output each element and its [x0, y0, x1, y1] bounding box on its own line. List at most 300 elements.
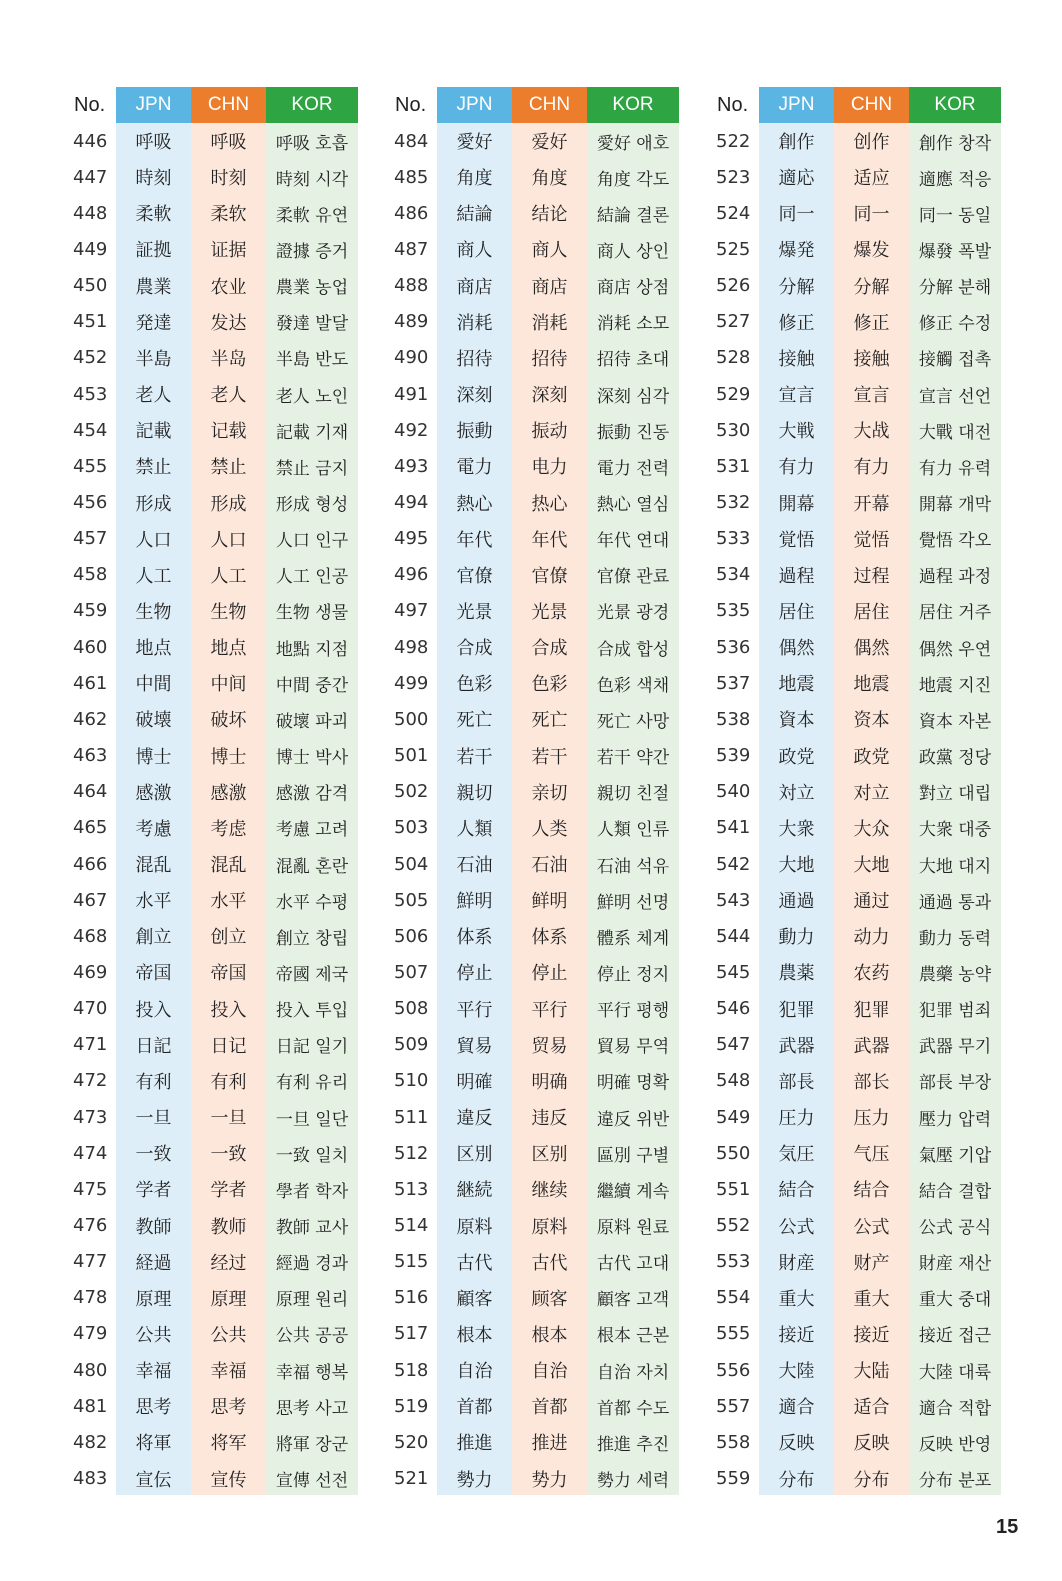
- kor-word: 爆發 폭발: [918, 241, 992, 262]
- chn-word: 平行: [531, 999, 568, 1021]
- entry-number: 446: [73, 130, 108, 152]
- jpn-word: 破壊: [135, 710, 172, 732]
- entry-number: 484: [394, 130, 429, 152]
- chn-word: 大陆: [853, 1361, 890, 1383]
- kor-word: 反映 반영: [918, 1434, 992, 1455]
- jpn-word: 勢力: [456, 1469, 493, 1491]
- chn-word: 继续: [531, 1180, 568, 1202]
- entry-number: 505: [394, 889, 429, 911]
- kor-word: 氣壓 기압: [918, 1145, 992, 1166]
- jpn-word: 通過: [778, 891, 815, 913]
- entry-number: 556: [716, 1359, 751, 1381]
- table-row: [66, 1316, 358, 1352]
- chn-word: 人类: [531, 818, 568, 840]
- chn-word: 通过: [853, 891, 890, 913]
- jpn-word: 気圧: [778, 1144, 815, 1166]
- table-row: [66, 593, 358, 629]
- table-row: [66, 340, 358, 376]
- jpn-word: 原理: [135, 1288, 172, 1310]
- jpn-word: 商人: [456, 240, 493, 262]
- table-row: [387, 1244, 679, 1280]
- kor-word: 自治 자치: [596, 1362, 670, 1383]
- entry-number: 518: [394, 1359, 429, 1381]
- chn-word: 原料: [531, 1216, 568, 1238]
- chn-word: 破坏: [210, 710, 247, 732]
- jpn-word: 思考: [135, 1397, 172, 1419]
- chn-word: 将军: [210, 1433, 247, 1455]
- chn-word: 停止: [531, 963, 568, 985]
- entry-number: 517: [394, 1323, 429, 1345]
- jpn-word: 大戦: [778, 421, 815, 443]
- entry-number: 509: [394, 1034, 429, 1056]
- jpn-word: 対立: [778, 782, 815, 804]
- chn-word: 柔软: [210, 204, 247, 226]
- table-row: [709, 195, 1001, 231]
- jpn-word: 資本: [778, 710, 815, 732]
- entry-number: 480: [73, 1359, 108, 1381]
- jpn-word: 開幕: [778, 493, 815, 515]
- chn-word: 接近: [853, 1324, 890, 1346]
- chn-word: 热心: [531, 493, 568, 515]
- jpn-word: 動力: [778, 927, 815, 949]
- jpn-word: 修正: [778, 312, 815, 334]
- entry-number: 519: [394, 1395, 429, 1417]
- chn-word: 创作: [853, 132, 890, 153]
- table-row: [387, 521, 679, 557]
- table-row: [709, 774, 1001, 810]
- kor-word: 呼吸 호흡: [275, 133, 349, 154]
- header-no: No.: [74, 93, 106, 116]
- chn-word: 合成: [531, 638, 568, 660]
- chn-word: 反映: [853, 1433, 890, 1455]
- kor-word: 深刻 심각: [596, 386, 670, 407]
- jpn-word: 角度: [456, 168, 493, 190]
- table-row: [709, 485, 1001, 521]
- kor-word: 一致 일치: [275, 1145, 349, 1166]
- table-row: [709, 593, 1001, 629]
- jpn-word: 地震: [778, 674, 815, 696]
- entry-number: 531: [716, 455, 751, 477]
- entry-number: 474: [73, 1142, 108, 1164]
- chn-word: 古代: [531, 1252, 568, 1274]
- table-row: [709, 1316, 1001, 1352]
- header-chn: CHN: [191, 87, 266, 123]
- table-row: [387, 593, 679, 629]
- jpn-word: 博士: [135, 746, 172, 768]
- header-jpn: JPN: [437, 87, 512, 123]
- table-row: [66, 774, 358, 810]
- chn-word: 财产: [853, 1252, 890, 1274]
- chn-word: 感激: [210, 782, 247, 804]
- kor-word: 光景 광경: [596, 603, 670, 624]
- entry-number: 557: [716, 1395, 751, 1417]
- entry-number: 496: [394, 564, 429, 586]
- entry-number: 553: [716, 1251, 751, 1273]
- kor-word: 居住 거주: [918, 603, 992, 624]
- jpn-word: 呼吸: [135, 132, 172, 153]
- jpn-word: 愛好: [456, 132, 493, 153]
- jpn-word: 電力: [456, 457, 493, 479]
- table-row: [66, 268, 358, 304]
- kor-word: 創立 창립: [275, 928, 349, 949]
- chn-word: 原理: [210, 1288, 247, 1310]
- entry-number: 554: [716, 1287, 751, 1309]
- chn-word: 偶然: [853, 638, 890, 660]
- kor-word: 人工 인공: [275, 567, 349, 588]
- table-row: [709, 1208, 1001, 1244]
- table-row: [387, 918, 679, 954]
- entry-number: 449: [73, 238, 108, 260]
- table-row: [709, 412, 1001, 448]
- table-row: [66, 412, 358, 448]
- jpn-word: 政党: [778, 746, 815, 768]
- kor-word: 幸福 행복: [275, 1362, 349, 1383]
- table-row: [387, 412, 679, 448]
- chn-word: 有利: [210, 1071, 247, 1093]
- entry-number: 488: [394, 275, 429, 297]
- table-row: [66, 1063, 358, 1099]
- entry-number: 481: [73, 1395, 108, 1417]
- kor-word: 水平 수평: [275, 892, 349, 913]
- chn-word: 大战: [853, 421, 890, 443]
- chn-word: 势力: [531, 1469, 568, 1491]
- table-row: [387, 882, 679, 918]
- entry-number: 478: [73, 1287, 108, 1309]
- chn-word: 有力: [853, 457, 890, 479]
- table-row: [387, 1424, 679, 1460]
- kor-word: 柔軟 유연: [275, 205, 349, 226]
- entry-number: 483: [73, 1468, 108, 1490]
- chn-word: 农业: [210, 276, 247, 298]
- table-row: [387, 1171, 679, 1207]
- entry-number: 544: [716, 925, 751, 947]
- table-row: [709, 1280, 1001, 1316]
- kor-word: 官僚 관료: [596, 567, 670, 588]
- table-row: [66, 954, 358, 990]
- jpn-word: 覚悟: [778, 529, 815, 551]
- jpn-word: 若干: [456, 746, 493, 768]
- table-row: [709, 882, 1001, 918]
- jpn-word: 中間: [135, 674, 172, 696]
- chn-word: 分布: [853, 1469, 890, 1491]
- jpn-word: 一致: [135, 1144, 172, 1166]
- kor-word: 通過 통과: [918, 892, 992, 913]
- table-row: [387, 774, 679, 810]
- entry-number: 467: [73, 889, 108, 911]
- chn-word: 经过: [210, 1252, 247, 1274]
- entry-number: 558: [716, 1431, 751, 1453]
- table-row: [66, 1208, 358, 1244]
- jpn-word: 教師: [135, 1216, 172, 1238]
- table-row: [66, 195, 358, 231]
- chn-word: 重大: [853, 1288, 890, 1310]
- jpn-word: 反映: [778, 1433, 815, 1455]
- jpn-word: 時刻: [135, 168, 172, 190]
- kor-word: 博士 박사: [275, 748, 349, 769]
- chn-word: 同一: [853, 204, 890, 226]
- entry-number: 500: [394, 708, 429, 730]
- table-row: [709, 1388, 1001, 1424]
- chn-word: 人口: [210, 529, 247, 551]
- jpn-word: 圧力: [778, 1108, 815, 1130]
- entry-number: 507: [394, 961, 429, 983]
- table-row: [709, 1027, 1001, 1063]
- entry-number: 555: [716, 1323, 751, 1345]
- chn-word: 官僚: [531, 565, 568, 587]
- kor-word: 原料 원료: [596, 1218, 670, 1238]
- kor-word: 感激 감격: [275, 784, 349, 805]
- entry-number: 473: [73, 1106, 108, 1128]
- chn-word: 生物: [210, 601, 247, 623]
- table-row: [387, 448, 679, 484]
- jpn-word: 顧客: [456, 1288, 493, 1310]
- chn-word: 区别: [531, 1144, 568, 1166]
- jpn-word: 接近: [778, 1324, 815, 1346]
- header-jpn: JPN: [116, 87, 191, 123]
- chn-word: 学者: [210, 1180, 247, 1202]
- table-row: [387, 376, 679, 412]
- jpn-word: 将軍: [135, 1433, 172, 1455]
- chn-word: 居住: [853, 601, 890, 623]
- table-row: [709, 123, 1001, 159]
- entry-number: 459: [73, 600, 108, 622]
- entry-number: 461: [73, 672, 108, 694]
- jpn-word: 大陸: [778, 1361, 815, 1383]
- kor-word: 修正 수정: [918, 314, 992, 335]
- kor-word: 商店 상점: [596, 278, 670, 299]
- kor-word: 首都 수도: [596, 1398, 670, 1419]
- chn-word: 记载: [210, 421, 247, 443]
- jpn-word: 人類: [456, 818, 493, 840]
- kor-word: 人口 인구: [275, 531, 349, 552]
- entry-number: 485: [394, 166, 429, 188]
- kor-word: 貿易 무역: [596, 1037, 670, 1058]
- jpn-word: 適応: [778, 168, 815, 190]
- entry-number: 511: [394, 1106, 429, 1128]
- chn-word: 商店: [531, 276, 568, 298]
- chn-word: 部长: [853, 1071, 890, 1093]
- jpn-word: 学者: [135, 1180, 172, 1202]
- jpn-word: 部長: [778, 1071, 815, 1093]
- chn-word: 首都: [531, 1397, 568, 1419]
- chn-word: 深刻: [531, 385, 568, 407]
- chn-word: 老人: [210, 385, 247, 407]
- chn-word: 公共: [210, 1324, 247, 1346]
- entry-number: 541: [716, 817, 751, 839]
- entry-number: 501: [394, 745, 429, 767]
- chn-word: 地震: [853, 674, 890, 696]
- kor-word: 中間 중간: [275, 675, 349, 696]
- chn-word: 若干: [531, 746, 568, 768]
- table-row: [66, 521, 358, 557]
- table-row: [66, 159, 358, 195]
- chn-word: 宣言: [853, 385, 890, 407]
- kor-word: 大陸 대륙: [918, 1362, 992, 1383]
- chn-word: 接触: [853, 348, 890, 370]
- chn-word: 明确: [531, 1071, 568, 1093]
- jpn-word: 石油: [456, 855, 493, 876]
- entry-number: 503: [394, 817, 429, 839]
- jpn-word: 深刻: [456, 385, 493, 407]
- jpn-word: 生物: [135, 601, 172, 623]
- jpn-word: 投入: [135, 999, 172, 1021]
- table-row: [66, 231, 358, 267]
- kor-word: 發達 발달: [275, 314, 349, 335]
- page-number: 15: [996, 1516, 1019, 1538]
- entry-number: 547: [716, 1034, 751, 1056]
- kor-word: 振動 진동: [596, 422, 670, 443]
- chn-word: 公式: [853, 1216, 890, 1238]
- jpn-word: 貿易: [456, 1035, 493, 1057]
- chn-word: 适应: [853, 168, 890, 190]
- entry-number: 540: [716, 781, 751, 803]
- chn-word: 分解: [853, 276, 890, 298]
- jpn-word: 接触: [778, 348, 815, 370]
- kor-word: 分解 분해: [918, 278, 992, 299]
- kor-word: 平行 평행: [596, 1001, 670, 1022]
- jpn-word: 老人: [135, 385, 172, 407]
- chn-word: 压力: [853, 1108, 890, 1130]
- table-row: [387, 195, 679, 231]
- jpn-word: 同一: [778, 204, 815, 226]
- jpn-word: 原料: [456, 1216, 493, 1238]
- header-no: No.: [717, 93, 749, 116]
- table-row: [387, 954, 679, 990]
- table-row: [387, 268, 679, 304]
- entry-number: 494: [394, 492, 429, 513]
- kor-word: 日記 일기: [275, 1037, 349, 1058]
- table-row: [709, 846, 1001, 882]
- chn-word: 时刻: [210, 168, 247, 190]
- entry-number: 546: [716, 998, 751, 1020]
- entry-number: 489: [394, 311, 429, 333]
- chn-word: 死亡: [531, 710, 568, 732]
- entry-number: 510: [394, 1070, 429, 1092]
- chn-word: 亲切: [531, 782, 568, 804]
- chn-word: 地点: [210, 638, 247, 660]
- entry-number: 486: [394, 202, 429, 224]
- chn-word: 一致: [210, 1144, 247, 1166]
- jpn-word: 記載: [135, 421, 172, 443]
- chn-word: 色彩: [531, 674, 568, 696]
- chn-word: 商人: [531, 240, 568, 262]
- chn-word: 大众: [853, 818, 890, 840]
- chn-word: 觉悟: [853, 529, 890, 551]
- table-row: [387, 340, 679, 376]
- jpn-word: 親切: [456, 782, 493, 804]
- table-row: [387, 1027, 679, 1063]
- table-row: [66, 1099, 358, 1135]
- jpn-word: 招待: [456, 348, 493, 370]
- kor-word: 原理 원리: [275, 1290, 349, 1311]
- kor-word: 記載 기재: [275, 422, 349, 443]
- kor-word: 經過 경과: [275, 1254, 349, 1275]
- kor-word: 公式 공식: [918, 1218, 992, 1238]
- entry-number: 499: [394, 672, 429, 694]
- chn-word: 消耗: [531, 312, 568, 334]
- chn-word: 半岛: [210, 348, 247, 370]
- chn-word: 资本: [853, 710, 890, 732]
- table-row: [387, 846, 679, 882]
- entry-number: 508: [394, 998, 429, 1020]
- chn-word: 对立: [853, 782, 890, 804]
- table-row: [387, 304, 679, 340]
- entry-number: 463: [73, 745, 108, 767]
- jpn-word: 農薬: [778, 963, 815, 985]
- table-row: [66, 123, 358, 159]
- table-row: [66, 304, 358, 340]
- entry-number: 514: [394, 1215, 429, 1236]
- table-row: [709, 231, 1001, 267]
- table-row: [66, 1352, 358, 1388]
- entry-number: 549: [716, 1106, 751, 1128]
- chn-word: 混乱: [210, 855, 247, 876]
- chn-word: 振动: [531, 421, 568, 443]
- jpn-word: 半島: [135, 348, 172, 370]
- kor-word: 接觸 접촉: [918, 350, 992, 371]
- chn-word: 开幕: [853, 493, 890, 515]
- jpn-word: 振動: [456, 421, 493, 443]
- kor-word: 色彩 색채: [596, 675, 670, 696]
- jpn-word: 推進: [456, 1433, 493, 1455]
- table-row: [66, 1461, 358, 1497]
- kor-word: 開幕 개막: [918, 495, 992, 515]
- chn-word: 一旦: [210, 1108, 247, 1130]
- kor-word: 死亡 사망: [596, 711, 670, 732]
- entry-number: 453: [73, 383, 108, 405]
- table-row: [66, 448, 358, 484]
- table-row: [387, 231, 679, 267]
- jpn-word: 区別: [456, 1144, 493, 1166]
- chn-word: 考虑: [210, 818, 247, 840]
- header-kor: KOR: [909, 87, 1001, 123]
- entry-number: 516: [394, 1287, 429, 1309]
- chn-word: 鲜明: [531, 891, 568, 913]
- entry-number: 522: [716, 130, 751, 152]
- chn-word: 顾客: [531, 1288, 568, 1310]
- table-row: [709, 1171, 1001, 1207]
- kor-word: 時刻 시각: [275, 169, 349, 190]
- jpn-word: 居住: [778, 601, 815, 623]
- chn-word: 呼吸: [210, 132, 247, 153]
- table-row: [66, 738, 358, 774]
- kor-word: 若干 약간: [596, 748, 670, 769]
- entry-number: 548: [716, 1070, 751, 1092]
- jpn-word: 日記: [135, 1035, 172, 1057]
- chn-word: 电力: [531, 457, 568, 479]
- entry-number: 529: [716, 383, 751, 405]
- kor-word: 熱心 열심: [596, 495, 670, 515]
- jpn-word: 有力: [778, 457, 815, 479]
- table-row: [387, 1316, 679, 1352]
- chn-word: 体系: [531, 927, 568, 949]
- jpn-word: 鮮明: [456, 891, 493, 913]
- kor-word: 適合 적합: [918, 1398, 992, 1419]
- kor-word: 武器 무기: [918, 1037, 992, 1058]
- chn-word: 帝国: [210, 963, 247, 985]
- kor-word: 混亂 혼란: [275, 856, 349, 877]
- kor-word: 禁止 금지: [275, 458, 349, 479]
- kor-word: 結論 결론: [596, 205, 670, 226]
- table-row: [66, 1388, 358, 1424]
- jpn-word: 人口: [135, 529, 172, 551]
- chn-word: 违反: [531, 1108, 568, 1130]
- kor-word: 帝國 제국: [275, 964, 349, 985]
- entry-number: 447: [73, 166, 108, 188]
- chn-word: 结论: [531, 204, 568, 226]
- kor-word: 體系 체계: [596, 928, 670, 949]
- header-no: No.: [395, 93, 427, 116]
